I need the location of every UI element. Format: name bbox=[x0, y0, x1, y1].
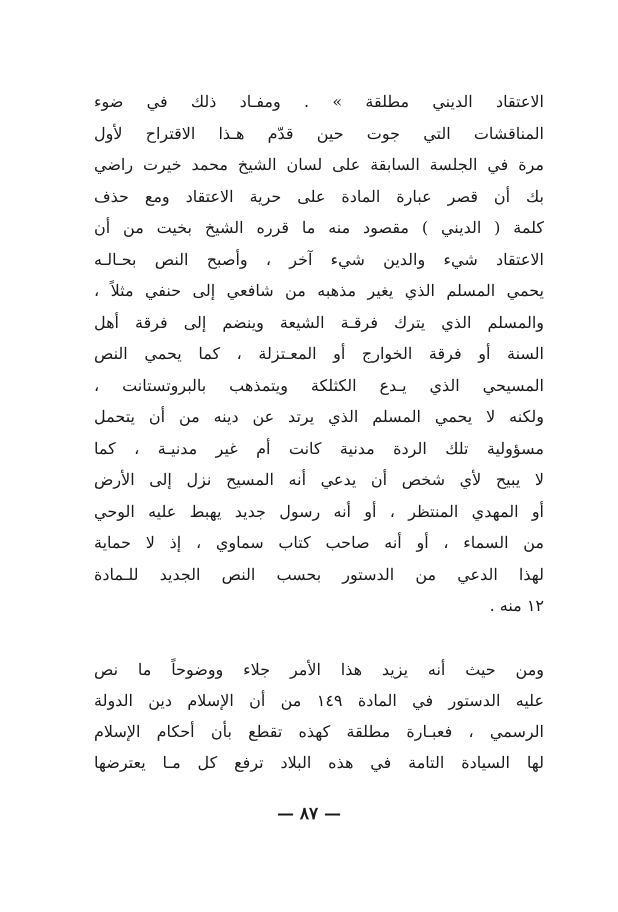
text-line: لهذا الدعي من الدستور بحسب النص الجديد للـمادة bbox=[94, 564, 544, 584]
text-line: ولكنه لا يحمي المسلم الذي يرتد عن دينه من أن يتحمل bbox=[94, 407, 544, 426]
text-line: مرة في الجلسة السابقة على لسان الشيخ محمد خيرت راضي bbox=[94, 155, 544, 174]
text-line: الاعتقاد شيء والدين شيء آخر ، وأصبح النص بحـالـه bbox=[94, 249, 544, 269]
text-line: المناقشات التي جوت حين قدّم هـذا الاقتراح لأول bbox=[94, 123, 544, 143]
text-line: ومن حيث أنه يزيد هذا الأمر جلاء ووضوحاً ما نص bbox=[94, 660, 544, 679]
text-line: أو المهدي المنتظر ، أو أنه رسول جديد يهبط عليه الوحي bbox=[94, 501, 544, 521]
text-line: السنة أو فرقة الخوارج أو المعـتزلة ، كما يحمي النص bbox=[94, 344, 544, 363]
text-line: لها السيادة التامة في هذه البلاد ترفع كل مـا يعترضها bbox=[94, 753, 544, 772]
text-line: ١٢ منه . bbox=[489, 596, 544, 615]
text-line: يحمي المسلم الذي يغير مذهبه من شافعي إلى حنفي مثلاً ، bbox=[94, 281, 544, 300]
text-line: المسيحي الذي يـدع الكثلكة ويتمذهب بالبروتستانت ، bbox=[94, 375, 544, 395]
text-line: عليه الدستور في المادة ١٤٩ من أن الإسلام دين الدولة bbox=[94, 691, 544, 710]
text-line: لا يبيح لأي شخص أن يدعي أنه المسيح نزل إلى الأرض bbox=[94, 470, 544, 489]
page-number: — ٨٧ — bbox=[276, 804, 342, 824]
text-line: بك أن قصر عبارة المادة على حرية الاعتقاد ومع حذف bbox=[94, 186, 544, 206]
paragraph-2 bbox=[94, 654, 544, 778]
text-line: من السماء ، أو أنه صاحب كتاب سماوي ، إذ لا حماية bbox=[94, 533, 544, 552]
text-line: مسؤولية تلك الردة مدنية كانت أم غير مدنيـة ، كما bbox=[94, 438, 544, 458]
text-line: الاعتقاد الديني مطلقة » . ومفـاد ذلك في ضوء bbox=[94, 92, 544, 111]
paragraph-1 bbox=[94, 86, 544, 622]
text-line: الرسمي ، فعبـارة مطلقة كهذه تقطع بأن أحكام الإسلام bbox=[94, 722, 544, 741]
text-line: كلمة ( الديني ) مقصود منه ما قرره الشيخ بخيت من أن bbox=[94, 218, 544, 237]
text-line: والمسلم الذي يترك فرقـة الشيعة وينضم إلى فرقة أهل bbox=[94, 312, 544, 332]
